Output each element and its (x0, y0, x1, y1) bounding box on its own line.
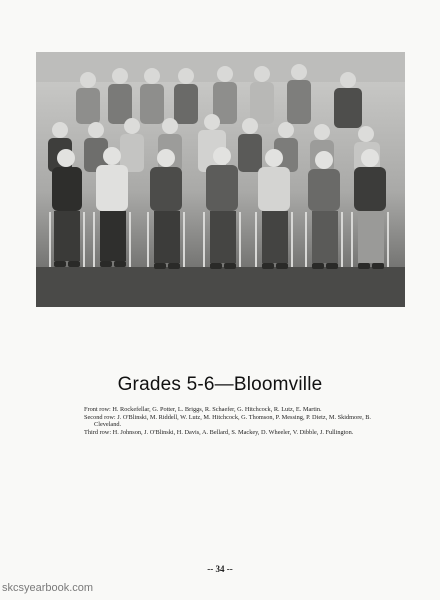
page-number: -- 34 -- (207, 564, 233, 574)
caption-second-row: Second row: J. O'Blinski, M. Riddell, W. Lutz, M. Hitchcock, G. Thomson, P. Messing, P. Dietz, M. Skidmore, B. Cleveland. (84, 413, 372, 429)
photo-caption (84, 406, 374, 436)
class-photo-image (36, 52, 405, 307)
caption-front-row: Front row: H. Rockefellar, G. Potter, L. Briggs, R. Schaefer, G. Hitchcock, R. Lutz, E. Martin. (84, 406, 322, 413)
caption-third-row: Third row: H. Johnson, J. O'Blinski, H. Davis, A. Bellard, S. Mackey, D. Wheeler, V. Dibble, J. Fullington. (84, 428, 354, 436)
class-photo (36, 52, 405, 307)
page-title: Grades 5-6—Bloomville (117, 374, 323, 395)
watermark: skcsyearbook.com (2, 582, 94, 594)
